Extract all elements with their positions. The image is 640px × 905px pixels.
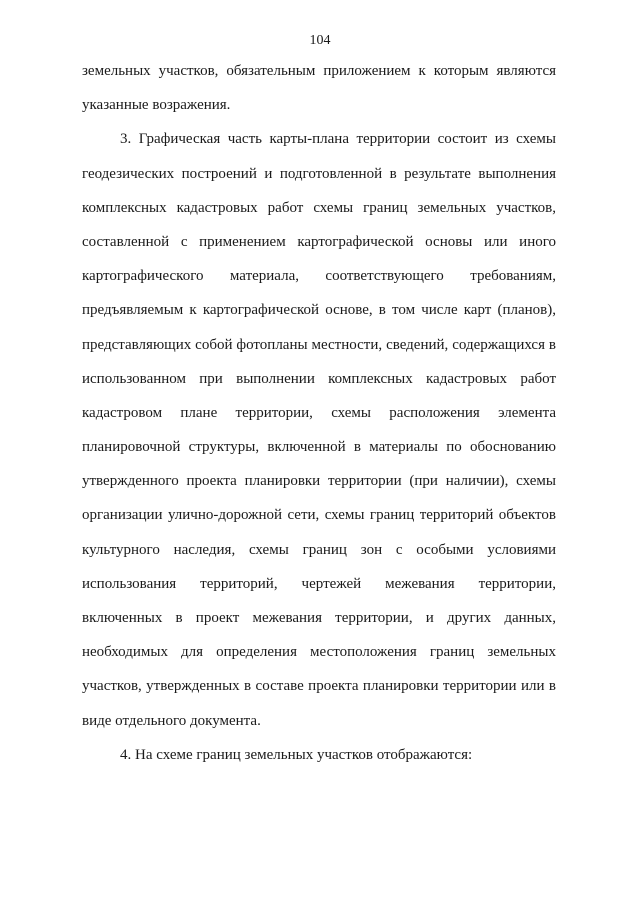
- paragraph-first-line: 4. На схеме границ земельных участков отображаются:: [120, 746, 473, 763]
- text-line: картографического материала, соответствующего требованиям,: [82, 268, 556, 285]
- text-line: указанные возражения.: [82, 97, 231, 114]
- text-line: использованном при выполнении комплексных кадастровых работ: [82, 370, 556, 387]
- text-line: кадастровом плане территории, схемы расположения элемента: [82, 404, 556, 421]
- text-line: утвержденного проекта планировки территории (при наличии), схемы: [82, 473, 556, 490]
- text-line: культурного наследия, схемы границ зон с особыми условиями: [82, 541, 556, 558]
- text-line: включенных в проект межевания территории, и других данных,: [82, 610, 556, 626]
- text-line: необходимых для определения местоположения границ земельных: [82, 644, 556, 661]
- text-line: представляющих собой фотопланы местности, сведений, содержащихся в: [82, 336, 556, 353]
- text-line: геодезических построений и подготовленной в результате выполнения: [82, 165, 556, 182]
- text-line: виде отдельного документа.: [82, 712, 261, 729]
- text-line: земельных участков, обязательным приложением к которым являются: [82, 63, 556, 79]
- text-line: использования территорий, чертежей межевания территории,: [82, 575, 556, 592]
- text-line: комплексных кадастровых работ схемы границ земельных участков,: [82, 199, 556, 216]
- text-line: предъявляемым к картографической основе, в том числе карт (планов),: [82, 302, 556, 319]
- document-body: [82, 61, 556, 779]
- page-number: 104: [309, 33, 331, 48]
- paragraph-first-line: 3. Графическая часть карты-плана территории состоит из схемы: [120, 131, 556, 148]
- text-line: планировочной структуры, включенной в материалы по обоснованию: [82, 439, 556, 456]
- text-line: организации улично-дорожной сети, схемы границ территорий объектов: [82, 507, 556, 524]
- text-line: участков, утвержденных в составе проекта планировки территории или в: [82, 678, 556, 695]
- text-line: составленной с применением картографической основы или иного: [82, 233, 556, 250]
